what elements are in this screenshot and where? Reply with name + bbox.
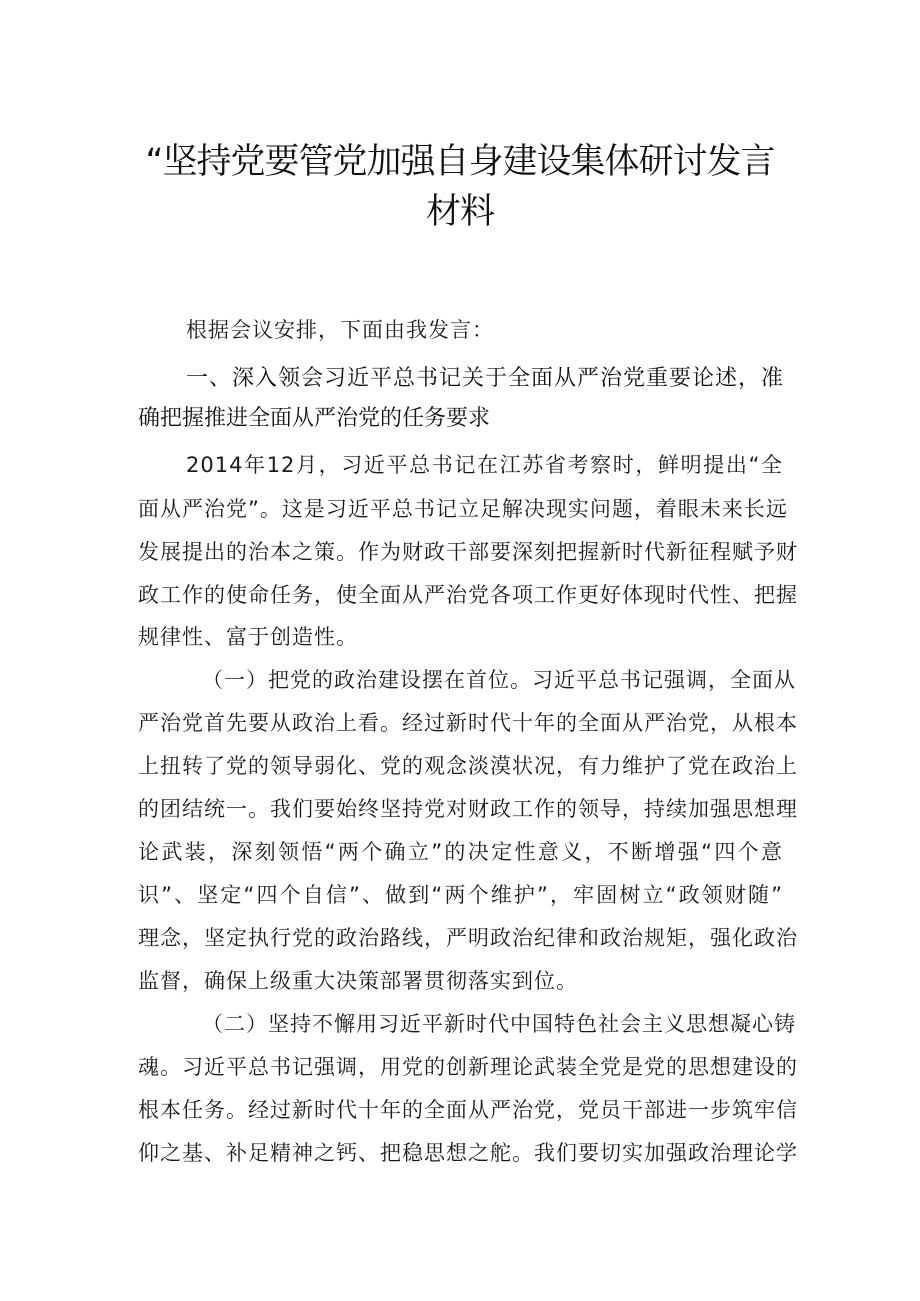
paragraph-line: 根本任务。经过新时代十年的全面从严治党，党员干部进一步筑牢信 <box>138 1098 798 1122</box>
intro-paragraph: 根据会议安排，下面由我发言： <box>186 318 494 342</box>
paragraph-line: 面从严治党”。这是习近平总书记立足解决现实问题，着眼未来长远 <box>138 497 788 521</box>
paragraph-line: 上扭转了党的领导弱化、党的观念淡漠状况，有力维护了党在政治上 <box>138 754 798 778</box>
paragraph-line: 发展提出的治本之策。作为财政干部要深刻把握新时代新征程赋予财 <box>138 540 798 564</box>
section-heading-line: 确把握推进全面从严治党的任务要求 <box>138 406 491 431</box>
paragraph-line: 严治党首先要从政治上看。经过新时代十年的全面从严治党，从根本 <box>138 711 798 735</box>
paragraph-line: 的团结统一。我们要始终坚持党对财政工作的领导，持续加强思想理 <box>138 797 798 821</box>
document-title-line-2: 材料 <box>425 192 494 232</box>
paragraph-line: 仰之基、补足精神之钙、把稳思想之舵。我们要切实加强政治理论学 <box>138 1141 798 1165</box>
paragraph-line: 魂。习近平总书记强调，用党的创新理论武装全党是党的思想建设的 <box>138 1055 798 1079</box>
paragraph-line: 监督，确保上级重大决策部署贯彻落实到位。 <box>138 969 578 993</box>
paragraph-line: 识”、坚定“四个自信”、做到“两个维护”，牢固树立“政领财随” <box>138 883 783 907</box>
paragraph-line: 理念，坚定执行党的政治路线，严明政治纪律和政治规矩，强化政治 <box>138 926 798 950</box>
paragraph-line: （一）把党的政治建设摆在首位。习近平总书记强调，全面从 <box>202 668 796 692</box>
paragraph-line: 论武装，深刻领悟“两个确立”的决定性意义，不断增强“四个意 <box>138 840 783 864</box>
paragraph-line: （二）坚持不懈用习近平新时代中国特色社会主义思想凝心铸 <box>202 1012 796 1036</box>
paragraph-line: 规律性、富于创造性。 <box>138 625 358 649</box>
paragraph-line: 政工作的使命任务，使全面从严治党各项工作更好体现时代性、把握 <box>138 583 798 607</box>
section-heading-line: 一、深入领会习近平总书记关于全面从严治党重要论述，准 <box>186 366 783 391</box>
paragraph-line: 2014年12月，习近平总书记在江苏省考察时，鲜明提出“全 <box>186 453 783 477</box>
document-title-line-1: “坚持党要管党加强自身建设集体研讨发言 <box>145 142 775 182</box>
